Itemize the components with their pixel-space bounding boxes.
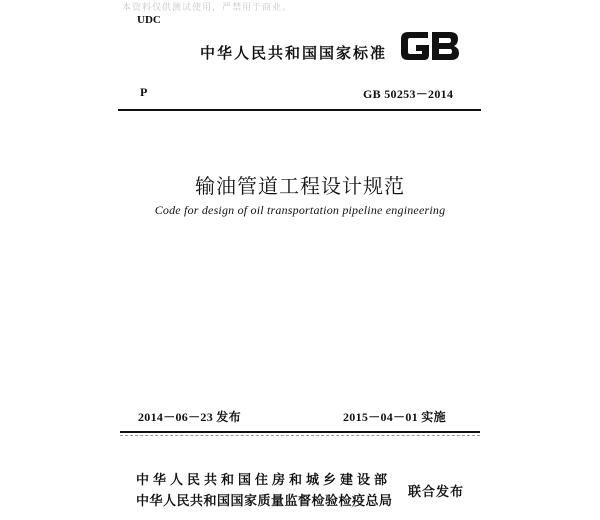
watermark-text: 本资料仅供测试使用，严禁用于商业。 bbox=[122, 3, 293, 13]
standard-body-title: 中华人民共和国国家标准 bbox=[200, 44, 388, 62]
gb-logo-icon bbox=[398, 26, 462, 66]
document-title-cn: 输油管道工程设计规范 bbox=[195, 174, 405, 198]
udc-label: UDC bbox=[137, 14, 161, 26]
issue-date: 2014－06－23 发布 bbox=[138, 410, 241, 424]
publisher-line-1: 中华人民共和国住房和城乡建设部 bbox=[136, 473, 392, 488]
bottom-divider-faint bbox=[120, 435, 480, 437]
joint-release-label: 联合发布 bbox=[408, 485, 465, 500]
document-title-en: Code for design of oil transportation pipeline engineering bbox=[154, 203, 446, 217]
top-divider bbox=[118, 109, 481, 111]
category-label: P bbox=[140, 85, 148, 99]
standard-number: GB 50253－2014 bbox=[363, 87, 454, 101]
implementation-date: 2015－04－01 实施 bbox=[343, 410, 446, 424]
bottom-divider bbox=[120, 431, 480, 433]
publisher-line-2: 中华人民共和国国家质量监督检验检疫总局 bbox=[136, 494, 393, 509]
